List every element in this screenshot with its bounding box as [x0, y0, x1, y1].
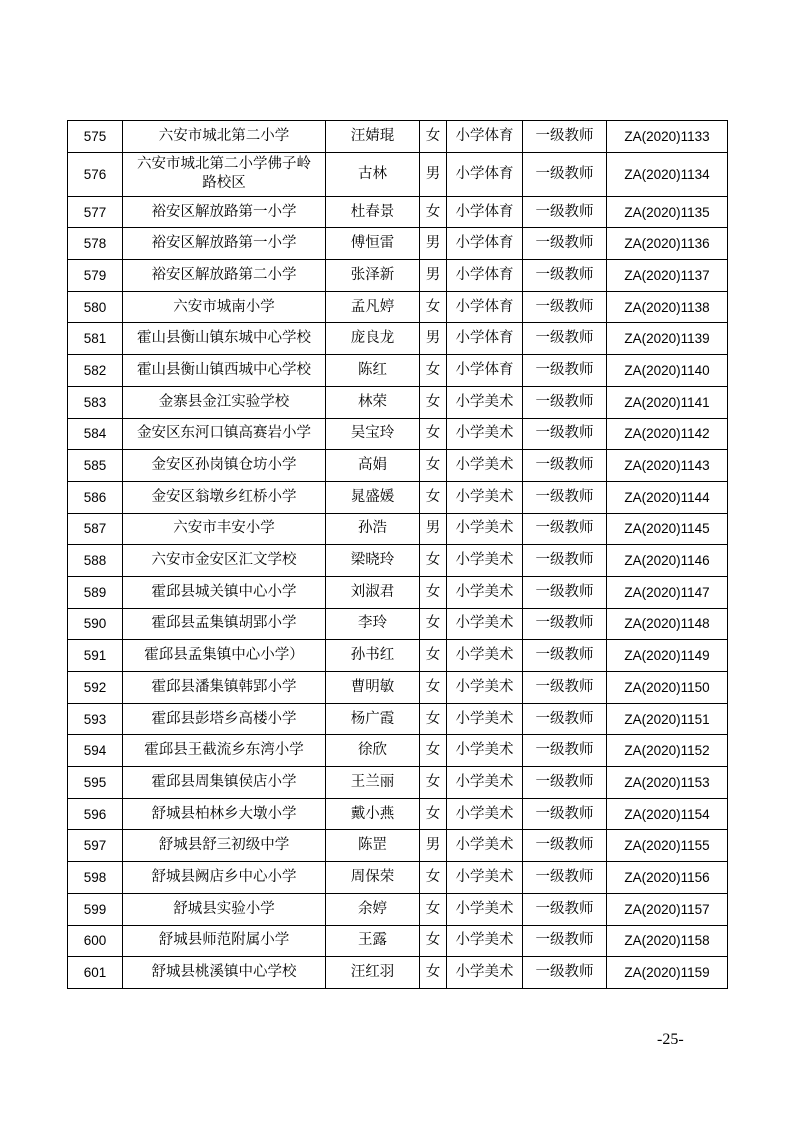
serial-number-cell: 576 [68, 152, 123, 196]
teacher-name-cell: 吴宝玲 [326, 418, 420, 450]
certificate-number-cell: ZA(2020)1148 [607, 608, 728, 640]
school-cell: 裕安区解放路第一小学 [123, 196, 326, 228]
teacher-name-cell: 高娟 [326, 450, 420, 482]
table-row [68, 121, 728, 153]
rank-title-cell: 一级教师 [523, 735, 607, 767]
school-cell: 霍邱县王截流乡东湾小学 [123, 735, 326, 767]
gender-cell: 女 [420, 545, 447, 577]
rank-title-cell: 一级教师 [523, 703, 607, 735]
teacher-name-cell: 古林 [326, 152, 420, 196]
certificate-number-cell: ZA(2020)1137 [607, 260, 728, 292]
teacher-name-cell: 庞良龙 [326, 323, 420, 355]
subject-cell: 小学美术 [447, 608, 523, 640]
table-row [68, 355, 728, 387]
school-cell: 金寨县金江实验学校 [123, 386, 326, 418]
rank-title-cell: 一级教师 [523, 862, 607, 894]
subject-cell: 小学美术 [447, 576, 523, 608]
table-row [68, 260, 728, 292]
gender-cell: 女 [420, 798, 447, 830]
subject-cell: 小学美术 [447, 386, 523, 418]
school-cell: 六安市丰安小学 [123, 513, 326, 545]
serial-number-cell: 581 [68, 323, 123, 355]
school-cell: 霍邱县孟集镇胡郢小学 [123, 608, 326, 640]
serial-number-cell: 590 [68, 608, 123, 640]
gender-cell: 女 [420, 640, 447, 672]
gender-cell: 男 [420, 152, 447, 196]
subject-cell: 小学美术 [447, 703, 523, 735]
serial-number-cell: 594 [68, 735, 123, 767]
table-row [68, 228, 728, 260]
rank-title-cell: 一级教师 [523, 545, 607, 577]
table-row [68, 735, 728, 767]
subject-cell: 小学体育 [447, 355, 523, 387]
rank-title-cell: 一级教师 [523, 323, 607, 355]
rank-title-cell: 一级教师 [523, 576, 607, 608]
school-line-1: 六安市城北第二小学佛子岭 [137, 156, 311, 173]
serial-number-cell: 578 [68, 228, 123, 260]
rank-title-cell: 一级教师 [523, 228, 607, 260]
table-row [68, 672, 728, 704]
certificate-number-cell: ZA(2020)1139 [607, 323, 728, 355]
table-row [68, 957, 728, 989]
school-cell: 六安市城北第二小学 [123, 121, 326, 153]
gender-cell: 女 [420, 121, 447, 153]
roster-body [68, 121, 728, 989]
school-cell: 舒城县实验小学 [123, 893, 326, 925]
certificate-number-cell: ZA(2020)1157 [607, 893, 728, 925]
table-row [68, 608, 728, 640]
gender-cell: 女 [420, 450, 447, 482]
serial-number-cell: 583 [68, 386, 123, 418]
gender-cell: 男 [420, 513, 447, 545]
gender-cell: 女 [420, 893, 447, 925]
teacher-name-cell: 李玲 [326, 608, 420, 640]
school-cell: 霍邱县周集镇侯店小学 [123, 767, 326, 799]
table-row [68, 767, 728, 799]
teacher-name-cell: 傅恒雷 [326, 228, 420, 260]
rank-title-cell: 一级教师 [523, 196, 607, 228]
certificate-number-cell: ZA(2020)1149 [607, 640, 728, 672]
serial-number-cell: 585 [68, 450, 123, 482]
page-number: -25- [657, 1031, 684, 1048]
certificate-number-cell: ZA(2020)1136 [607, 228, 728, 260]
school-cell [123, 152, 326, 196]
gender-cell: 男 [420, 323, 447, 355]
rank-title-cell: 一级教师 [523, 957, 607, 989]
serial-number-cell: 579 [68, 260, 123, 292]
subject-cell: 小学美术 [447, 545, 523, 577]
teacher-name-cell: 孙书红 [326, 640, 420, 672]
rank-title-cell: 一级教师 [523, 767, 607, 799]
gender-cell: 女 [420, 418, 447, 450]
teacher-name-cell: 张泽新 [326, 260, 420, 292]
certificate-number-cell: ZA(2020)1134 [607, 152, 728, 196]
certificate-number-cell: ZA(2020)1141 [607, 386, 728, 418]
teacher-name-cell: 刘淑君 [326, 576, 420, 608]
school-cell: 金安区翁墩乡红桥小学 [123, 481, 326, 513]
table-row [68, 513, 728, 545]
serial-number-cell: 598 [68, 862, 123, 894]
teacher-roster-table [67, 120, 728, 989]
table-row [68, 481, 728, 513]
table-row [68, 830, 728, 862]
table-row [68, 545, 728, 577]
serial-number-cell: 575 [68, 121, 123, 153]
certificate-number-cell: ZA(2020)1140 [607, 355, 728, 387]
rank-title-cell: 一级教师 [523, 260, 607, 292]
subject-cell: 小学美术 [447, 513, 523, 545]
table-row [68, 893, 728, 925]
gender-cell: 女 [420, 576, 447, 608]
serial-number-cell: 600 [68, 925, 123, 957]
rank-title-cell: 一级教师 [523, 418, 607, 450]
teacher-name-cell: 孙浩 [326, 513, 420, 545]
subject-cell: 小学美术 [447, 418, 523, 450]
certificate-number-cell: ZA(2020)1151 [607, 703, 728, 735]
certificate-number-cell: ZA(2020)1153 [607, 767, 728, 799]
school-cell: 金安区东河口镇高赛岩小学 [123, 418, 326, 450]
serial-number-cell: 587 [68, 513, 123, 545]
subject-cell: 小学美术 [447, 925, 523, 957]
teacher-name-cell: 晁盛媛 [326, 481, 420, 513]
table-row [68, 798, 728, 830]
serial-number-cell: 601 [68, 957, 123, 989]
certificate-number-cell: ZA(2020)1154 [607, 798, 728, 830]
table-row [68, 386, 728, 418]
table-row [68, 703, 728, 735]
teacher-name-cell: 杜春景 [326, 196, 420, 228]
subject-cell: 小学美术 [447, 957, 523, 989]
table-row [68, 576, 728, 608]
rank-title-cell: 一级教师 [523, 608, 607, 640]
rank-title-cell: 一级教师 [523, 121, 607, 153]
certificate-number-cell: ZA(2020)1133 [607, 121, 728, 153]
serial-number-cell: 584 [68, 418, 123, 450]
certificate-number-cell: ZA(2020)1143 [607, 450, 728, 482]
gender-cell: 女 [420, 481, 447, 513]
gender-cell: 男 [420, 260, 447, 292]
serial-number-cell: 595 [68, 767, 123, 799]
subject-cell: 小学美术 [447, 735, 523, 767]
rank-title-cell: 一级教师 [523, 152, 607, 196]
gender-cell: 女 [420, 291, 447, 323]
gender-cell: 男 [420, 228, 447, 260]
teacher-name-cell: 林荣 [326, 386, 420, 418]
school-cell: 金安区孙岗镇仓坊小学 [123, 450, 326, 482]
certificate-number-cell: ZA(2020)1159 [607, 957, 728, 989]
school-cell: 裕安区解放路第二小学 [123, 260, 326, 292]
teacher-name-cell: 戴小燕 [326, 798, 420, 830]
subject-cell: 小学美术 [447, 830, 523, 862]
subject-cell: 小学美术 [447, 893, 523, 925]
teacher-name-cell: 徐欣 [326, 735, 420, 767]
school-cell: 霍邱县潘集镇韩郢小学 [123, 672, 326, 704]
serial-number-cell: 599 [68, 893, 123, 925]
rank-title-cell: 一级教师 [523, 798, 607, 830]
certificate-number-cell: ZA(2020)1152 [607, 735, 728, 767]
serial-number-cell: 596 [68, 798, 123, 830]
certificate-number-cell: ZA(2020)1156 [607, 862, 728, 894]
teacher-name-cell: 汪红羽 [326, 957, 420, 989]
rank-title-cell: 一级教师 [523, 355, 607, 387]
rank-title-cell: 一级教师 [523, 640, 607, 672]
serial-number-cell: 580 [68, 291, 123, 323]
gender-cell: 女 [420, 703, 447, 735]
rank-title-cell: 一级教师 [523, 925, 607, 957]
rank-title-cell: 一级教师 [523, 386, 607, 418]
gender-cell: 男 [420, 830, 447, 862]
teacher-name-cell: 王露 [326, 925, 420, 957]
gender-cell: 女 [420, 608, 447, 640]
subject-cell: 小学体育 [447, 228, 523, 260]
school-cell: 霍邱县城关镇中心小学 [123, 576, 326, 608]
teacher-name-cell: 周保荣 [326, 862, 420, 894]
table-row [68, 418, 728, 450]
teacher-name-cell: 杨广霞 [326, 703, 420, 735]
rank-title-cell: 一级教师 [523, 893, 607, 925]
certificate-number-cell: ZA(2020)1138 [607, 291, 728, 323]
table-row [68, 925, 728, 957]
certificate-number-cell: ZA(2020)1147 [607, 576, 728, 608]
serial-number-cell: 588 [68, 545, 123, 577]
certificate-number-cell: ZA(2020)1144 [607, 481, 728, 513]
school-cell: 裕安区解放路第一小学 [123, 228, 326, 260]
school-cell: 舒城县桃溪镇中心学校 [123, 957, 326, 989]
table-row [68, 862, 728, 894]
certificate-number-cell: ZA(2020)1146 [607, 545, 728, 577]
school-cell: 霍邱县彭塔乡高楼小学 [123, 703, 326, 735]
school-cell: 霍山县衡山镇东城中心学校 [123, 323, 326, 355]
school-cell: 舒城县舒三初级中学 [123, 830, 326, 862]
rank-title-cell: 一级教师 [523, 450, 607, 482]
gender-cell: 女 [420, 862, 447, 894]
teacher-name-cell: 孟凡婷 [326, 291, 420, 323]
table-row [68, 196, 728, 228]
gender-cell: 女 [420, 957, 447, 989]
table-row [68, 450, 728, 482]
school-cell: 舒城县阙店乡中心小学 [123, 862, 326, 894]
rank-title-cell: 一级教师 [523, 513, 607, 545]
serial-number-cell: 577 [68, 196, 123, 228]
subject-cell: 小学体育 [447, 152, 523, 196]
subject-cell: 小学美术 [447, 862, 523, 894]
certificate-number-cell: ZA(2020)1155 [607, 830, 728, 862]
certificate-number-cell: ZA(2020)1142 [607, 418, 728, 450]
school-cell: 舒城县柏林乡大墩小学 [123, 798, 326, 830]
certificate-number-cell: ZA(2020)1158 [607, 925, 728, 957]
school-line-2: 路校区 [202, 175, 246, 192]
serial-number-cell: 582 [68, 355, 123, 387]
subject-cell: 小学体育 [447, 196, 523, 228]
certificate-number-cell: ZA(2020)1150 [607, 672, 728, 704]
subject-cell: 小学美术 [447, 450, 523, 482]
school-cell: 霍山县衡山镇西城中心学校 [123, 355, 326, 387]
table-row [68, 152, 728, 196]
serial-number-cell: 586 [68, 481, 123, 513]
serial-number-cell: 593 [68, 703, 123, 735]
school-cell: 霍邱县孟集镇中心小学） [123, 640, 326, 672]
rank-title-cell: 一级教师 [523, 672, 607, 704]
serial-number-cell: 591 [68, 640, 123, 672]
gender-cell: 女 [420, 925, 447, 957]
certificate-number-cell: ZA(2020)1135 [607, 196, 728, 228]
teacher-name-cell: 王兰丽 [326, 767, 420, 799]
rank-title-cell: 一级教师 [523, 291, 607, 323]
teacher-name-cell: 余婷 [326, 893, 420, 925]
subject-cell: 小学体育 [447, 260, 523, 292]
gender-cell: 女 [420, 386, 447, 418]
subject-cell: 小学体育 [447, 323, 523, 355]
table-row [68, 640, 728, 672]
school-cell: 舒城县师范附属小学 [123, 925, 326, 957]
serial-number-cell: 597 [68, 830, 123, 862]
school-cell: 六安市城南小学 [123, 291, 326, 323]
gender-cell: 女 [420, 735, 447, 767]
subject-cell: 小学美术 [447, 672, 523, 704]
teacher-name-cell: 陈罡 [326, 830, 420, 862]
rank-title-cell: 一级教师 [523, 481, 607, 513]
gender-cell: 女 [420, 767, 447, 799]
teacher-name-cell: 陈红 [326, 355, 420, 387]
certificate-number-cell: ZA(2020)1145 [607, 513, 728, 545]
serial-number-cell: 589 [68, 576, 123, 608]
subject-cell: 小学美术 [447, 481, 523, 513]
serial-number-cell: 592 [68, 672, 123, 704]
table-row [68, 323, 728, 355]
gender-cell: 女 [420, 196, 447, 228]
teacher-name-cell: 梁晓玲 [326, 545, 420, 577]
rank-title-cell: 一级教师 [523, 830, 607, 862]
gender-cell: 女 [420, 672, 447, 704]
subject-cell: 小学美术 [447, 640, 523, 672]
teacher-name-cell: 汪婧琨 [326, 121, 420, 153]
subject-cell: 小学体育 [447, 121, 523, 153]
subject-cell: 小学美术 [447, 767, 523, 799]
gender-cell: 女 [420, 355, 447, 387]
teacher-name-cell: 曹明敏 [326, 672, 420, 704]
subject-cell: 小学体育 [447, 291, 523, 323]
school-cell: 六安市金安区汇文学校 [123, 545, 326, 577]
table-row [68, 291, 728, 323]
subject-cell: 小学美术 [447, 798, 523, 830]
